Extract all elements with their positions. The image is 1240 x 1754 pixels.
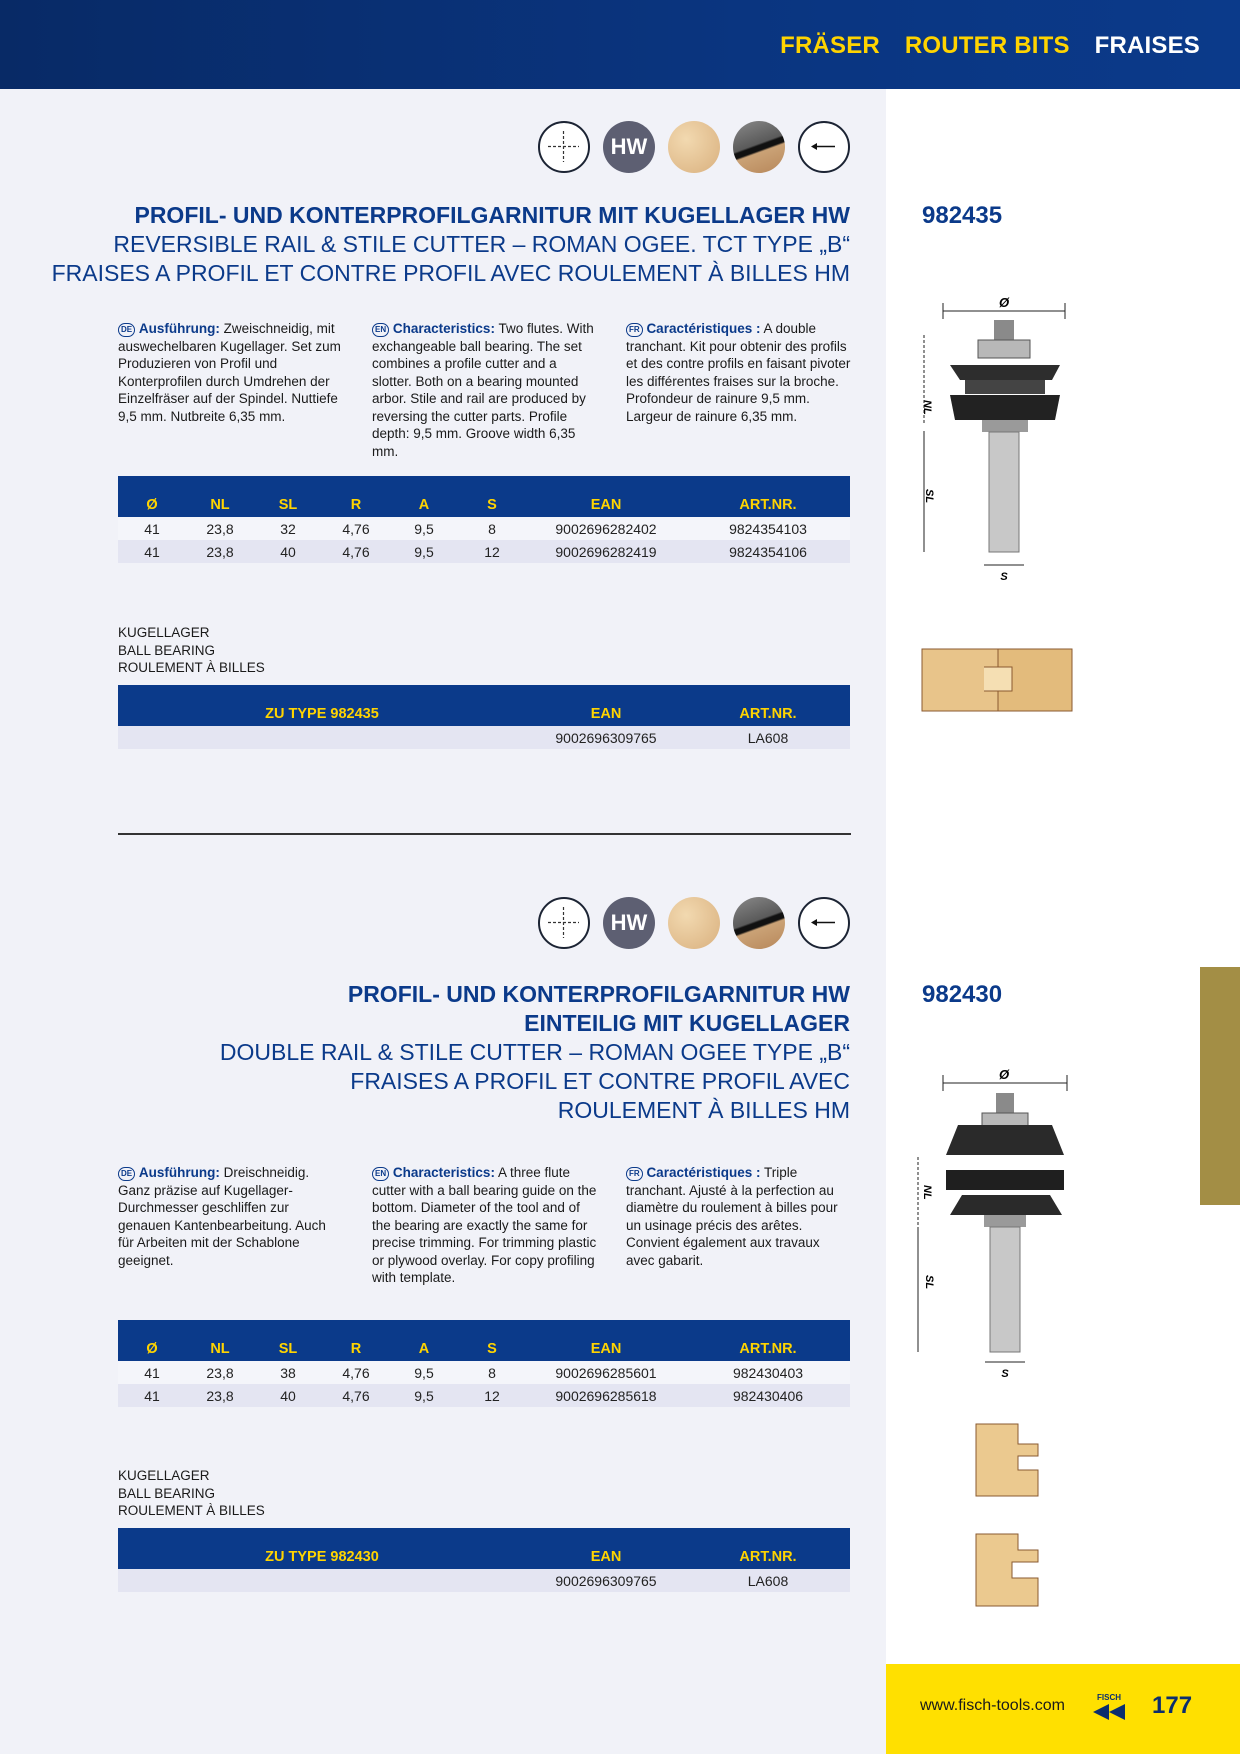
diameter-label: Ø — [998, 1067, 1010, 1082]
website-link[interactable]: www.fisch-tools.com — [920, 1697, 1065, 1714]
col-header: NL — [186, 1320, 254, 1361]
table-cell: 12 — [458, 1384, 526, 1407]
col-header: S — [458, 476, 526, 517]
col-header: Ø — [118, 1320, 186, 1361]
table-cell: 41 — [118, 1384, 186, 1407]
table-cell: 23,8 — [186, 540, 254, 563]
description-label: Characteristics: — [392, 321, 495, 336]
table-cell: 23,8 — [186, 517, 254, 540]
description-text: Dreischneidig. Ganz präzise auf Kugellager-Durchmesser geschliffen zur genauen Kantenbearbeitung. Auch für Arbeiten mit der Schablone geeignet. — [118, 1165, 326, 1268]
table-cell: 8 — [458, 517, 526, 540]
col-header: ZU TYPE 982435 — [118, 685, 526, 726]
profile-wood-drawing — [972, 1530, 1052, 1610]
table-row — [118, 517, 850, 540]
wood-icon — [668, 121, 720, 173]
description-label: Ausführung: — [138, 321, 220, 336]
table-cell: 9824354106 — [686, 540, 850, 563]
title-en: REVERSIBLE RAIL & STILE CUTTER – ROMAN OGEE. TCT TYPE „B“ — [113, 231, 850, 257]
col-header: R — [322, 476, 390, 517]
table-cell: 9002696285601 — [526, 1361, 686, 1384]
sl-label: SL — [923, 489, 935, 504]
spec-table — [118, 1320, 850, 1407]
product-title — [52, 201, 850, 288]
table-header-row — [118, 1320, 850, 1361]
table-cell: 9002696309765 — [526, 726, 686, 749]
table-cell — [118, 1569, 526, 1592]
bearing-label-en: BALL BEARING — [118, 642, 216, 658]
nl-label: NL — [921, 1185, 933, 1200]
hw-icon: HW — [603, 121, 655, 173]
col-header: EAN — [526, 1528, 686, 1569]
table-cell: 9,5 — [390, 1384, 458, 1407]
description-text: Zweischneidig, mit auswechelbaren Kugellager. Set zum Produzieren von Profil und Konterprofilen durch Umdrehen der Einzelfräser auf der Spindel. Nuttiefe 9,5 mm. Nutbreite 6,35 mm. — [118, 321, 341, 424]
title-de-line2: EINTEILIG MIT KUGELLAGER — [524, 1010, 850, 1036]
col-header: A — [390, 476, 458, 517]
table-cell: 4,76 — [322, 540, 390, 563]
product-code: 982435 — [922, 202, 1003, 229]
rotation-axis-icon — [538, 121, 590, 173]
table-cell: 982430403 — [686, 1361, 850, 1384]
title-fr: FRAISES A PROFIL ET CONTRE PROFIL AVEC — [350, 1068, 850, 1094]
page-header — [0, 0, 1240, 89]
s-label: S — [1001, 1368, 1009, 1380]
product-code: 982430 — [922, 981, 1003, 1008]
table-cell: 9824354103 — [686, 517, 850, 540]
en-flag-icon: EN — [372, 1167, 389, 1181]
table-cell: 23,8 — [186, 1361, 254, 1384]
table-cell — [118, 726, 526, 749]
logo-text: FISCH — [1097, 1693, 1121, 1702]
router-bit-drawing — [910, 1065, 1080, 1385]
table-cell: 9,5 — [390, 540, 458, 563]
table-cell: 4,76 — [322, 1361, 390, 1384]
table-header-row — [118, 1528, 850, 1569]
category-titles — [762, 32, 1200, 60]
category-en: ROUTER BITS — [904, 32, 1070, 59]
category-fr: FRAISES — [1094, 32, 1200, 59]
table-cell: 40 — [254, 1384, 322, 1407]
table-cell: 9002696285618 — [526, 1384, 686, 1407]
table-cell: 9,5 — [390, 1361, 458, 1384]
page-footer — [886, 1664, 1240, 1754]
table-cell: 8 — [458, 1361, 526, 1384]
table-row — [118, 540, 850, 563]
rotation-axis-icon — [538, 897, 590, 949]
bearing-table — [118, 685, 850, 749]
feed-direction-icon — [798, 897, 850, 949]
profile-wood-drawing — [920, 645, 1076, 715]
en-flag-icon: EN — [372, 323, 389, 337]
table-cell: 41 — [118, 517, 186, 540]
col-header: EAN — [526, 476, 686, 517]
table-cell: 12 — [458, 540, 526, 563]
coated-wood-icon — [733, 897, 785, 949]
bearing-label-de: KUGELLAGER — [118, 625, 210, 640]
table-cell: 982430406 — [686, 1384, 850, 1407]
property-icons — [538, 897, 850, 949]
table-row — [118, 726, 850, 749]
description-text: A double tranchant. Kit pour obtenir des profils et des contre profils en faisant pivoter les différentes fraises sur la broche. Profondeur de rainure 9,5 mm. Largeur de rainure 6,35 mm. — [626, 321, 851, 424]
col-header: ART.NR. — [686, 685, 850, 726]
col-header: S — [458, 1320, 526, 1361]
bearing-label — [118, 1467, 265, 1520]
page-number: 177 — [1152, 1692, 1193, 1719]
col-header: NL — [186, 476, 254, 517]
table-cell: 4,76 — [322, 517, 390, 540]
profile-wood-drawing — [972, 1420, 1052, 1500]
table-cell: 4,76 — [322, 1384, 390, 1407]
description-fr — [626, 1164, 851, 1269]
bearing-label-fr: ROULEMENT À BILLES — [118, 660, 265, 675]
fisch-logo-icon — [1091, 1690, 1127, 1726]
table-cell: LA608 — [686, 726, 850, 749]
property-icons — [538, 121, 850, 173]
title-de: PROFIL- UND KONTERPROFILGARNITUR HW — [347, 981, 850, 1007]
col-header: R — [322, 1320, 390, 1361]
table-cell: 9,5 — [390, 517, 458, 540]
table-row — [118, 1361, 850, 1384]
description-text: Two flutes. With exchangeable ball bearing. The set combines a profile cutter and a slotter. Both on a bearing mounted arbor. Stile and rail are produced by reversing the cutter parts. Profile depth: 9,5 mm. Groove width 6,35 mm. — [372, 321, 594, 459]
col-header: A — [390, 1320, 458, 1361]
wood-icon — [668, 897, 720, 949]
router-bit-drawing — [910, 295, 1080, 585]
spec-table — [118, 476, 850, 563]
col-header: ART.NR. — [686, 1528, 850, 1569]
de-flag-icon: DE — [118, 323, 135, 337]
title-fr: FRAISES A PROFIL ET CONTRE PROFIL AVEC ROULEMENT À BILLES HM — [51, 260, 850, 286]
table-header-row — [118, 476, 850, 517]
description-de — [118, 320, 343, 425]
table-row — [118, 1384, 850, 1407]
description-label: Ausführung: — [138, 1165, 220, 1180]
table-cell: LA608 — [686, 1569, 850, 1592]
description-text: Triple tranchant. Ajusté à la perfection au diamètre du roulement à billes pour un usinage précis des arêtes. Convient également aux travaux avec gabarit. — [626, 1165, 838, 1268]
table-cell: 9002696282419 — [526, 540, 686, 563]
table-cell: 32 — [254, 517, 322, 540]
category-de: FRÄSER — [780, 32, 880, 59]
title-fr-line2: ROULEMENT À BILLES HM — [557, 1097, 850, 1123]
col-header: ART.NR. — [686, 476, 850, 517]
description-en — [372, 320, 597, 460]
description-text: A three flute cutter with a ball bearing guide on the bottom. Diameter of the tool and of the bearing are exactly the same for precise trimming. For trimming plastic or plywood overlay. For copy profiling with template. — [372, 1165, 597, 1285]
coated-wood-icon — [733, 121, 785, 173]
table-cell: 41 — [118, 1361, 186, 1384]
description-fr — [626, 320, 851, 425]
bearing-label — [118, 624, 265, 677]
section-divider — [118, 833, 851, 835]
table-cell: 23,8 — [186, 1384, 254, 1407]
description-label: Characteristics: — [392, 1165, 495, 1180]
col-header: SL — [254, 476, 322, 517]
section-tab — [1200, 967, 1240, 1205]
bearing-table — [118, 1528, 850, 1592]
table-cell: 38 — [254, 1361, 322, 1384]
fr-flag-icon: FR — [626, 1167, 643, 1181]
description-en — [372, 1164, 597, 1287]
nl-label: NL — [921, 400, 933, 415]
fr-flag-icon: FR — [626, 323, 643, 337]
diameter-label: Ø — [998, 295, 1010, 310]
s-label: S — [1000, 571, 1008, 583]
description-label: Caractéristiques : — [646, 1165, 761, 1180]
table-cell: 9002696282402 — [526, 517, 686, 540]
col-header: ART.NR. — [686, 1320, 850, 1361]
table-cell: 9002696309765 — [526, 1569, 686, 1592]
bearing-label-de: KUGELLAGER — [118, 1468, 210, 1483]
table-cell: 40 — [254, 540, 322, 563]
description-label: Caractéristiques : — [646, 321, 761, 336]
de-flag-icon: DE — [118, 1167, 135, 1181]
sl-label: SL — [923, 1275, 935, 1290]
feed-direction-icon — [798, 121, 850, 173]
table-row — [118, 1569, 850, 1592]
col-header: EAN — [526, 685, 686, 726]
description-de — [118, 1164, 343, 1269]
col-header: SL — [254, 1320, 322, 1361]
col-header: Ø — [118, 476, 186, 517]
col-header: EAN — [526, 1320, 686, 1361]
title-de: PROFIL- UND KONTERPROFILGARNITUR MIT KUGELLAGER HW — [134, 202, 850, 228]
title-en: DOUBLE RAIL & STILE CUTTER – ROMAN OGEE TYPE „B“ — [219, 1039, 850, 1065]
table-cell: 41 — [118, 540, 186, 563]
product-title — [220, 980, 850, 1125]
bearing-label-en: BALL BEARING — [118, 1485, 216, 1501]
table-header-row — [118, 685, 850, 726]
bearing-label-fr: ROULEMENT À BILLES — [118, 1503, 265, 1518]
hw-icon: HW — [603, 897, 655, 949]
col-header: ZU TYPE 982430 — [118, 1528, 526, 1569]
